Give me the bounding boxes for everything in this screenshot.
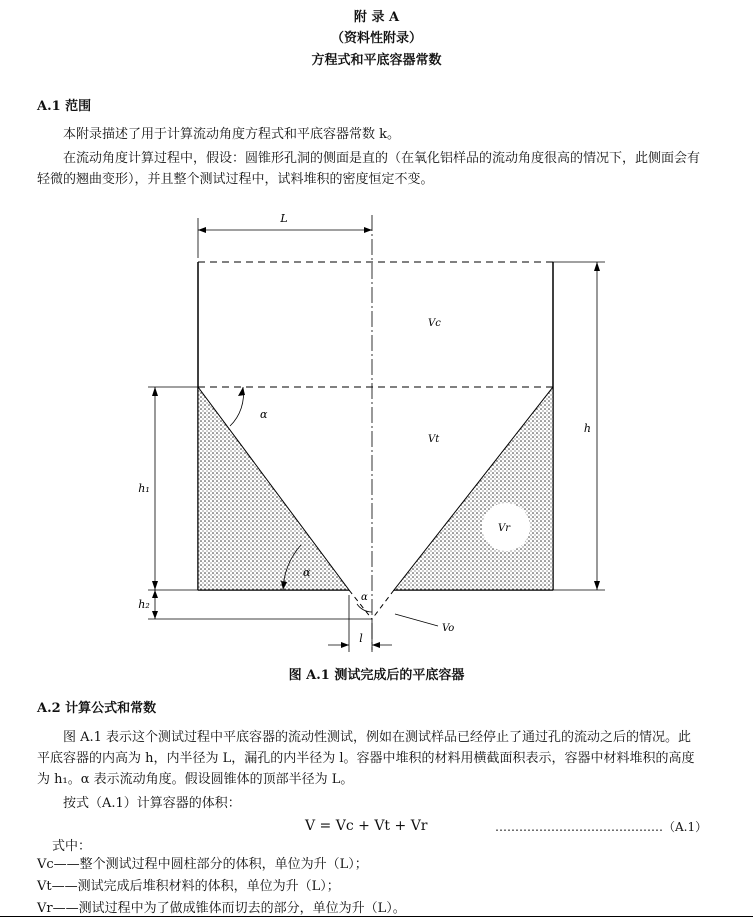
dim-h1-label: h₁ <box>138 482 150 495</box>
figure-caption: 图 A.1 测试完成后的平底容器 <box>288 668 465 683</box>
material-right <box>394 387 553 590</box>
section-a2-heading: A.2 计算公式和常数 <box>37 701 157 716</box>
appendix-title: 方程式和平底容器常数 <box>311 53 442 68</box>
section-a2-para2: 按式（A.1）计算容器的体积： <box>63 796 241 811</box>
dim-h-label: h <box>583 422 591 435</box>
variable-vc: Vc——整个测试过程中圆柱部分的体积，单位为升（L）； <box>37 857 368 872</box>
dim-L-label: L <box>280 212 288 225</box>
formula-a1: V = Vc + Vt + Vr <box>305 818 428 834</box>
label-Vr: Vr <box>498 523 511 534</box>
alpha-label-top: α <box>260 408 268 421</box>
label-Vc: Vc <box>428 318 441 329</box>
page-bottom-rule <box>0 916 753 917</box>
label-Vo: Vo <box>442 623 455 634</box>
variable-vt: Vt——测试完成后堆积材料的体积，单位为升（L）； <box>37 879 340 894</box>
label-Vt: Vt <box>428 434 440 445</box>
figure-container-diagram <box>0 205 753 655</box>
section-a1-para2: 在流动角度计算过程中，假设：圆锥形孔洞的侧面是直的（在氧化铝样品的流动角度很高的情况下，此侧面会有轻微的翘曲变形），并且整个测试过程中，试料堆积的密度恒定不变。 <box>37 151 701 187</box>
section-a2-para1: 图 A.1 表示这个测试过程中平底容器的流动性测试，例如在测试样品已经停止了通过孔的流动之后的情况。此平底容器的内高为 h，内半径为 L，漏孔的内半径为 l。容器中堆积的材料用横截面积表示，容器中材料堆积的高度为 h₁。α 表示流动角度。假设圆锥体的顶部半径为 L。 <box>37 730 695 787</box>
material-left <box>198 387 349 590</box>
section-a1-para1: 本附录描述了用于计算流动角度方程式和平底容器常数 k。 <box>63 127 401 142</box>
where-label: 式中： <box>52 839 92 854</box>
variable-list <box>37 854 657 920</box>
section-a1-heading: A.1 范围 <box>37 99 92 114</box>
dim-h2-label: h₂ <box>138 598 150 611</box>
dim-l-label: l <box>359 632 363 645</box>
formula-a1-number: ……………………………………（A.1） <box>495 820 708 834</box>
appendix-note: （资料性附录） <box>330 31 422 46</box>
alpha-label-bottom: α <box>361 592 368 603</box>
alpha-label-left: α <box>303 566 311 579</box>
variable-vr: Vr——测试过程中为了做成锥体而切去的部分，单位为升（L）。 <box>37 901 406 916</box>
appendix-label: 附 录 A <box>353 10 400 25</box>
